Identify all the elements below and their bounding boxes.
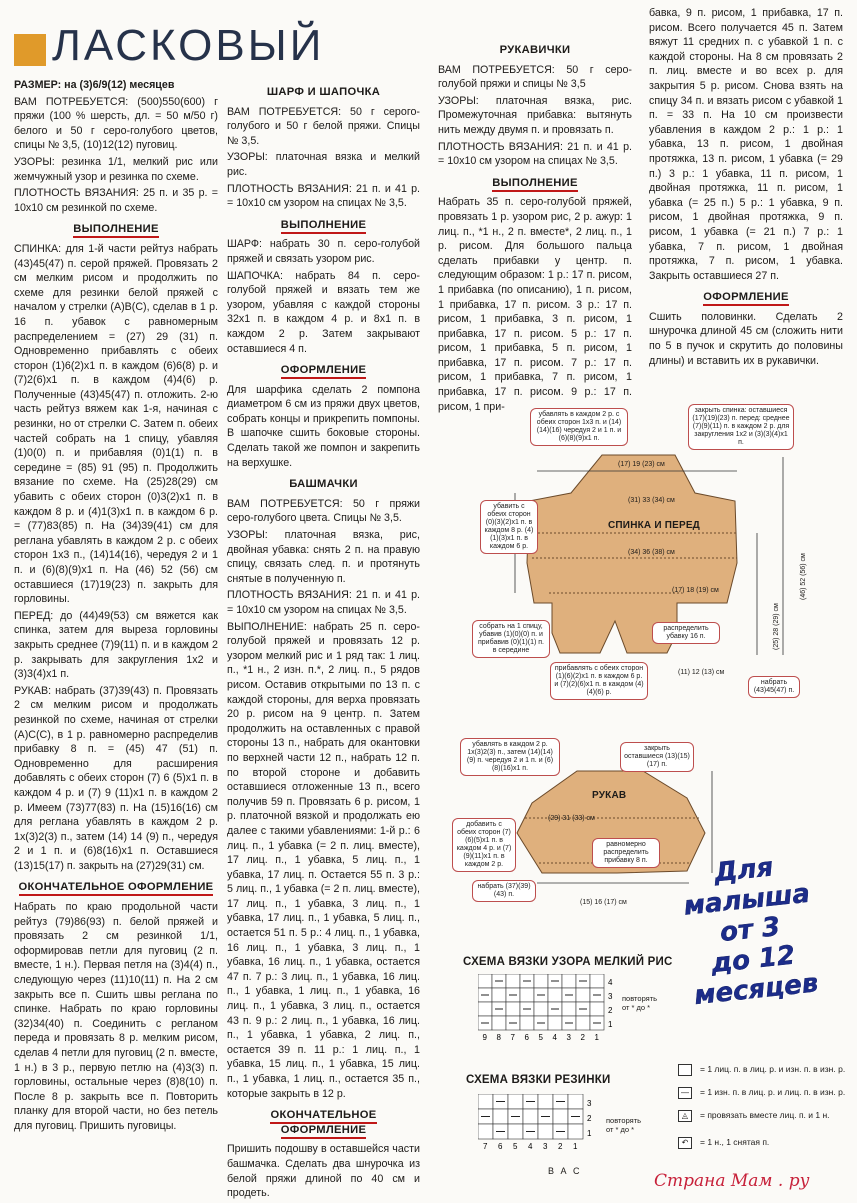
shoes-density: ПЛОТНОСТЬ ВЯЗАНИЯ: 21 п. и 41 р. = 10х10 см узором на спицах № 3,5. [227,589,420,616]
size-text: РАЗМЕР: на (3)6/9(12) месяцев [14,79,175,91]
shoes-heading: БАШМАЧКИ [289,478,358,491]
label-sleeve-close: закрыть оставшиеся (13)(15)(17) п. [620,742,694,772]
column-number: 3 [543,1142,548,1151]
rib-letters: В А С [548,1166,582,1176]
column-number: 8 [496,1033,501,1042]
age-badge [653,846,848,1014]
dim-sleeve-width: (29) 31 (33) см [548,815,595,822]
chart-cell [508,1124,523,1139]
scarf-need: ВАМ ПОТРЕБУЕТСЯ: 50 г серого-голубого и 50 г белой пряжи. Спицы № 3,5. [227,105,420,147]
scarf-final-text: Для шарфика сделать 2 помпона диаметром 6 см из пряжи двух цветов, собрать концы и прикрепить помпоны. В шапочке сшить боковые стороны. Сделать такой же помпон и закрепить на верхушке. [227,383,420,469]
chart-cell [590,974,604,988]
badge-line-3: от 3 [718,911,782,949]
scarf-final-heading: ОФОРМЛЕНИЕ [227,363,420,378]
badge-line-1: Для [712,852,775,889]
mittens-heading: РУКАВИЧКИ [499,44,571,56]
legend-row-k2tog: ◬ = провязать вместе лиц. п. и 1 н. [678,1108,830,1122]
mittens-cont: бавка, 9 п. рисом, 1 прибавка, 17 п. рисом. Всего получается 45 п. Затем вяжут 11 средних п. с убавкой 1 п. с каждой стороны. На 8 см провязать 2 п. лиц. вместе и во всех р. для закрытия 5 р. рисом. Снова взять на спицу 34 п. и вязать рисом с убавкой 1 п. = 33 п. На 10 см произвести убавления в каждом 2 р.: 1 р.: 1 убавка, 13 п. рисом, 1 двойная протяжка, 13 п. рисом, 1 убавка (= 29 п.) 3 р.: 1 убавка, 11 п. рисом, 1 двойная протяжка, 11 п. рисом, 1 убавка (= 25 п.) 5 р.: 1 убавка, 9 п. рисом, 1 двойная протяжка, 9 п. рисом, 1 убавка (= 21 п.) 7 р.: 1 убавка, 7 п. рисом, 1 двойная протяжка, 7 п. рисом, 1 убавка. Закрыть оставшиеся 27 п. [649,7,843,282]
chart-cell [568,1124,583,1139]
dim-total-height: (46) 52 (56) см [800,553,807,600]
chart-cell [478,974,492,988]
row-number: 1 [608,1020,613,1029]
chart-cell [553,1109,568,1124]
column-number: 3 [566,1033,571,1042]
scarf-patterns: УЗОРЫ: платочная вязка и мелкий рис. [227,151,420,178]
chart-cell [492,988,506,1002]
column-number: 4 [528,1142,533,1151]
title-accent-square [14,34,46,66]
column-number: 9 [482,1033,487,1042]
purl-symbol-icon: — [678,1087,692,1099]
section-final-heading: ОКОНЧАТЕЛЬНОЕ ОФОРМЛЕНИЕ [14,880,218,895]
chart-cell [562,974,576,988]
row-number: 1 [587,1129,592,1138]
rice-chart-title: СХЕМА ВЯЗКИ УЗОРА МЕЛКИЙ РИС [463,956,673,968]
dim-cuff: (11) 12 (13) см [678,669,725,676]
rice-chart-grid [478,974,628,1046]
legend-row-knit: = 1 лиц. п. в лиц. р. и изн. п. в изн. р. [678,1062,845,1076]
rib-chart-title: СХЕМА ВЯЗКИ РЕЗИНКИ [466,1074,611,1086]
need-text: ВАМ ПОТРЕБУЕТСЯ: (500)550(600) г пряжи (100 % шерсть, дл. = 50 м/50 г) белого и 50 г серо-голубого цветов, спицы № 3,5, (10)12(12) пуговиц. [14,95,218,152]
chart-cell [538,1094,553,1109]
chart-cell [576,988,590,1002]
body-diagram-title: СПИНКА И ПЕРЕД [608,520,701,531]
chart-cell [492,1016,506,1030]
dim-sleeve-cuff: (15) 16 (17) см [580,899,627,906]
column-number: 4 [552,1033,557,1042]
dim-legs: (17) 18 (19) см [672,587,719,594]
back-text: СПИНКА: для 1-й части рейтуз набрать (43)45(47) п. серой пряжей. Провязать 2 см мелким рисом и продолжить по схеме для резинки белой пряжей с началом у стрелки (А)В(С), сделав в 1 р. 16 п. убавок с равномерным распределением = (27) 29 (31) п. Одновременно прибавлять с обеих сторон (1)6(2)х1 п. в каждом (6)6(8) р. и (7)2(6)х1 п. в каждом (4)4(6) р. Полученные (43)45(47) п. отложить. 2-ю часть рейтуз вяжем как 1-я, начиная с резинки, но от стрелки С. Затем п. обеих частей собрать на 1 спицу, убавляя (1)0(0) п. и прибавляя (0)1(1) п. в середине = (85) 91 (95) п. Продолжить вязание по схеме. На (25)28(29) см убавить с обеих сторон (0)3(2)х1 п. в каждом 8 р. и (4)1(3)х1 п. в каждом 6 р. = (77)83(85) п. На (34)39(41) см для реглана убавлять в каждом 2 р. с обеих сторон 1х3 п., (14)14(16), чередуя 2 и 1 п. и (6)(8)(9)х1 п. На (46) 52 (56) см оставшиеся (17)19(23) п. закрыть для горловины. [14,242,218,606]
label-left-decrease: убавить с обеих сторон (0)(3)(2)х1 п. в каждом 8 р. (4)(1)(3)х1 п. в каждом 6 р. [480,500,538,554]
badge-line-4: до 12 [709,940,797,980]
patterns-text: УЗОРЫ: резинка 1/1, мелкий рис или жемчужный узор и резинка по схеме. [14,155,218,183]
mittens-exec-heading: ВЫПОЛНЕНИЕ [438,176,632,191]
chart-cell [562,1002,576,1016]
label-sleeve-top: убавлять в каждом 2 р. 1х(3)2(3) п., затем (14)(14)(9) п. чередуя 2 и 1 п. и (6)(8)(16)х1 п. [460,738,560,776]
chart-cell [478,1124,493,1139]
chart-cell [493,1109,508,1124]
badge-line-5: месяцев [692,968,820,1012]
mittens-final-heading: ОФОРМЛЕНИЕ [649,290,843,305]
dim-chest: (31) 33 (34) см [628,497,675,504]
column-number: 2 [580,1033,585,1042]
label-sleeve-add: добавить с обеих сторон (7)(6)(5)х1 п. в каждом 4 р. и (7)(9)(11)х1 п. в каждом 2 р. [452,818,516,872]
chart-cell [506,974,520,988]
page-title: ЛАСКОВЫЙ [52,21,325,70]
shoes-final-heading: ОКОНЧАТЕЛЬНОЕ ОФОРМЛЕНИЕ [227,1108,420,1137]
mittens-need: ВАМ ПОТРЕБУЕТСЯ: 50 г серо-голубой пряжи и спицы № 3,5 [438,63,632,91]
shoes-final-text: Пришить подошву в оставшейся части башмачка. Сделать два шнурочка из белой пряжи длиной по 40 см и продеть. [227,1143,420,1200]
front-text: ПЕРЕД: до (44)49(53) см вяжется как спинка, затем для выреза горловины закрыть среднее (7)9(11) п. и в каждом 2 р. закрывать для закругления 1х2 и (3)3(4)х1 п. [14,609,218,681]
k2tog-symbol-icon: ◬ [678,1110,692,1122]
chart-cell [538,1124,553,1139]
column-mittens-cont [649,6,843,370]
label-sleeve-cast: набрать (37)(39)(43) п. [472,880,536,902]
column-number: 7 [483,1142,488,1151]
label-cast-on: набрать (43)45(47) п. [748,676,800,698]
site-watermark: Страна Мам . ру [654,1171,810,1191]
rib-repeat-note: повторять от * до * [606,1116,642,1134]
section-execution-heading: ВЫПОЛНЕНИЕ [14,222,218,237]
dim-top-width: (17) 19 (23) см [618,461,665,468]
chart-cell [478,1002,492,1016]
column-number: 1 [573,1142,578,1151]
dim-leg-height: (25) 28 (29) см [773,603,780,650]
badge-line-2: малыша [682,878,812,922]
chart-cell [548,1016,562,1030]
mittens-density: ПЛОТНОСТЬ ВЯЗАНИЯ: 21 п. и 41 р. = 10х10 см узором на спицах № 3,5. [438,140,632,168]
mittens-final: Сшить половинки. Сделать 2 шнурочка длиной 45 см (сложить нити по 5 в пучок и скрутить до половины длины) и вставить их в рукавички. [649,310,843,367]
column-number: 1 [594,1033,599,1042]
chart-cell [506,1002,520,1016]
chart-cell [520,1016,534,1030]
dim-waist: (34) 36 (38) см [628,549,675,556]
row-number: 3 [608,992,613,1001]
sleeve-diagram-title: РУКАВ [592,790,627,801]
yo-slip-symbol-icon: ↶ [678,1137,692,1149]
chart-cell [523,1109,538,1124]
legend-row-yo-slip: ↶ = 1 н., 1 снятая п. [678,1135,769,1149]
rib-chart-grid [478,1094,608,1170]
scarf-text: ШАРФ: набрать 30 п. серо-голубой пряжей и связать узором рис. [227,238,420,265]
chart-cell [534,1002,548,1016]
scarf-hat-heading: ШАРФ И ШАПОЧКА [266,86,381,98]
shoes-exec: ВЫПОЛНЕНИЕ: набрать 25 п. серо-голубой пряжей и провязать 12 р. узором мелкий рис и 1 ряд так: 1 лиц. п., *1 н., 2 изн. п.*, 2 лиц. п., 5 рядов рисом. Оставив открытыми по 13 п. с каждой стороны, для верха провязать 20 р. рисом на 9 центр. п. Затем продолжить на оставленных с правой стороны 13 п., набрать для окантовки по верхней части 12 п., набрать 12 п. по второй стороне и добавить оставшиеся отложенные 13 п., всего получив 59 п. Провязать 6 р. рисом, 1 р. платочной вязкой и продолжать ею далее с такими убавлениями: 1-й р.: 6 лиц. п., 1 убавка (= 2 п. лиц. вместе), 17 лиц. п., 1 убавка, 5 лиц. п., 1 убавка, 17 лиц. п. Остается 55 п. 3 р.: 5 лиц. п., 1 убавка (= 2 п. лиц. вместе), 17 лиц. п., 1 убавка, 3 лиц. п., 1 убавка, 17 лиц. п., 1 убавка, 5 лиц. п., остается 51 п. 5 р.: 4 лиц. п., 1 убавка, 16 лиц. п., 1 убавка, 3 лиц. п., 1 убавка, 16 лиц. п., 1 убавка, остается 47 п. 7 р.: 3 лиц. п., 1 убавка, 16 лиц. п., 1 убавка, 1 лиц. п., 1 убавка, 16 лиц. п., 1 убавка, 3 лиц. п., остается 43 п. 9 р.: 2 лиц. п., 1 убавка, 16 лиц. п., 1 убавка, 1 убавка, 2 лиц. п., остается 39 п. 11 р.: 1 лиц. п., 1 убавка, 15 лиц. п., 1 убавка, 15 лиц. п., 1 убавка, 1 лиц. п., остается 35 п., которые закрыть в 12 р. [227,620,420,1100]
label-top-right: закрыть спинка: оставшиеся (17)(19)(23) п. перед: среднее (7)(9)(11) п. в каждом 2 р. для закругления 1х2 и (3)(3)(4)х1 п. [688,404,794,450]
scarf-exec-heading: ВЫПОЛНЕНИЕ [227,218,420,233]
legend-row-purl: — = 1 изн. п. в лиц. р. и лиц. п. в изн. р. [678,1085,845,1099]
sleeve-text: РУКАВ: набрать (37)39(43) п. Провязать 2 см мелким рисом и продолжать резинкой по схеме, начиная от стрелки (А)С(С), в 1 р. равномерно распределив прибавку 8 п. = (45) 47 (51) п. Одновременно для расширения добавлять с обеих сторон (7) 6 (5)х1 п. в каждом 4 р. и (7) 9 (11)х1 п. в каждом 2 р. Имеем (73)77(83) п. На (15)16(16) см для реглана убавлять в каждом 2 р. 1х(3)2(3) п., затем (14) 14 (9) п., чередуя 2 и 1 п. и (6)8(16)х1 п. Оставшиеся (13)15(17) п. закрыть на (27)29(31) см. [14,684,218,872]
chart-cell [568,1094,583,1109]
column-number: 2 [558,1142,563,1151]
label-distribute: распределить убавку 16 п. [652,622,720,644]
scarf-density: ПЛОТНОСТЬ ВЯЗАНИЯ: 21 п. и 41 р. = 10х10 см узором на спицах № 3,5. [227,182,420,210]
row-number: 2 [608,1006,613,1015]
row-number: 2 [587,1114,592,1123]
column-number: 6 [498,1142,503,1151]
rice-repeat-note: повторять от * до * [622,994,658,1012]
knit-symbol-icon [678,1064,692,1076]
row-number: 4 [608,978,613,987]
label-gather: собрать на 1 спицу, убавив (1)(0)(0) п. и прибавив (0)(1)(1) п. в середине [472,620,550,658]
chart-cell [508,1094,523,1109]
label-top-left: убавлять в каждом 2 р. с обеих сторон 1х3 п. и (14)(14)(16) чередуя 2 и 1 п. и (6)(8)(9)х1 п. [530,408,628,446]
column-scarf-shoes [227,78,420,1203]
shoes-patterns: УЗОРЫ: платочная вязка, рис, двойная убавка: снять 2 п. на правую спицу, связать след. п. и протянуть снятые в полученную п. [227,529,420,585]
mittens-patterns: УЗОРЫ: платочная вязка, рис. Промежуточная прибавка: вытянуть нить между двумя п. и провязать п. [438,94,632,136]
chart-cell [576,1016,590,1030]
hat-text: ШАПОЧКА: набрать 84 п. серо-голубой пряжей и вязать тем же узором, убавляя с каждой стороны 32х1 п. в каждом 4 р. и 8х1 п. в каждом 2 р. Затем закрывают оставшиеся 4 п. [227,269,420,355]
column-number: 7 [510,1033,515,1042]
column-number: 5 [538,1033,543,1042]
chart-cell [478,1094,493,1109]
column-number: 5 [513,1142,518,1151]
chart-cell [548,988,562,1002]
chart-cell [534,974,548,988]
label-add: прибавлять с обеих сторон (1)(6)(2)х1 п. в каждом 6 р. и (7)(2)(6)х1 п. в каждом (4)(4)(6) р. [550,662,648,700]
shoes-need: ВАМ ПОТРЕБУЕТСЯ: 50 г пряжи серо-голубого цвета. Спицы № 3,5. [227,497,420,525]
density-text: ПЛОТНОСТЬ ВЯЗАНИЯ: 25 п. и 35 р. = 10х10 см резинкой по схеме. [14,187,218,214]
mittens-exec: Набрать 35 п. серо-голубой пряжей, провязать 1 р. узором рис, 2 р. ажур: 1 лиц. п., *1 н., 2 п. вместе*, 2 лиц. п., 1 р. рисом. Для большого пальца сделать прибавки у центр. п. следующим образом: 1 р.: 17 п. рисом, 1 прибавка (по описанию), 1 п. рисом, 1 прибавка, 17 п. рисом. 3 р.: 17 п. рисом, 1 прибавка, 3 п. рисом, 1 прибавка, 17 п. рисом. 5 р.: 17 п. рисом, 1 прибавка, 5 п. рисом, 1 прибавка, 17 п. рисом. 7 р.: 17 п. рисом, 1 прибавка, 7 п. рисом, 1 прибавка, 17 п. рисом. 9 р.: 17 п. рисом, 1 при- [438,196,632,413]
column-number: 6 [524,1033,529,1042]
label-sleeve-distribute: равномерно распределить прибавку 8 п. [592,838,660,868]
chart-cell [590,1002,604,1016]
column-mittens [438,36,632,416]
column-main [14,78,218,1136]
row-number: 3 [587,1099,592,1108]
chart-cell [520,988,534,1002]
final-text: Набрать по краю продольной части рейтуз (79)86(93) п. белой пряжей и провязать 2 см резинкой 1/1, оформировав петли для пуговиц (2 п. вместе, 1 н.). Первая петля на (3)4(4) п., следующую через (11)10(11) п. На 2 см закрыть все п. Сшить швы реглана по спинке. Набрать по краю горловины (32)34(40) п. Соединить с регланом переда и провязать 8 р. мелким рисом, сделав 4 петли для пуговиц (2 п. вместе, 1 н.) в 3 р., первую петлю на (4)3(3) п. горловины, остальные через (8)8(10) п. После 8 р. закрыть все п. Повторить планку для второй части, но без петель для пуговиц. Пришить пуговицы. [14,901,218,1132]
